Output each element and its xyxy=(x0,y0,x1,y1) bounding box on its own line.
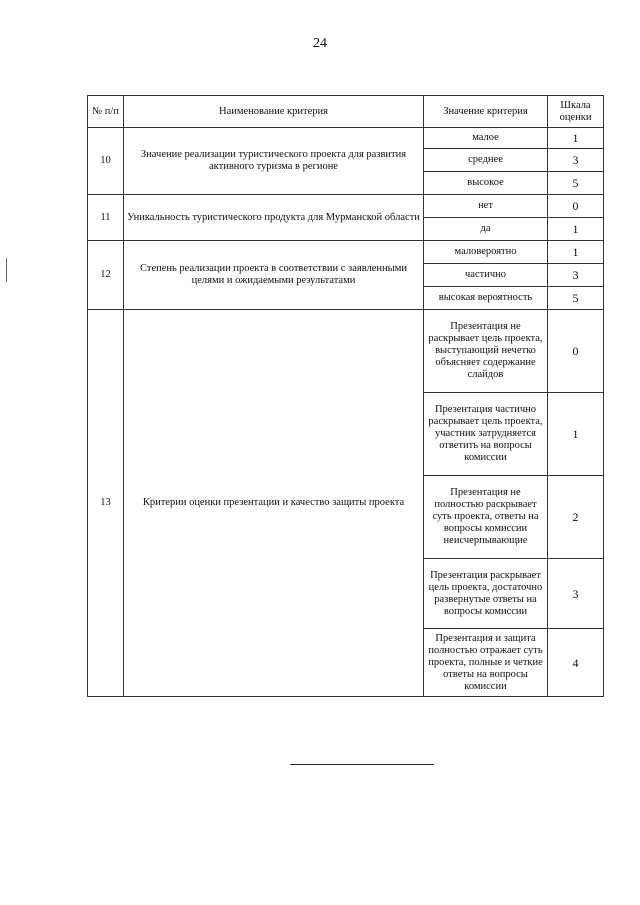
criterion-score: 3 xyxy=(548,149,604,172)
criterion-score: 0 xyxy=(548,195,604,218)
margin-mark xyxy=(6,258,7,282)
criterion-num: 10 xyxy=(88,128,124,195)
table-row xyxy=(88,195,604,218)
criterion-score: 5 xyxy=(548,287,604,310)
table-header-row xyxy=(88,96,604,128)
criterion-num: 13 xyxy=(88,310,124,697)
criterion-score: 1 xyxy=(548,393,604,476)
criterion-score: 3 xyxy=(548,559,604,629)
criterion-score: 2 xyxy=(548,476,604,559)
header-num: № п/п xyxy=(88,96,124,128)
criterion-score: 0 xyxy=(548,310,604,393)
criterion-value: малое xyxy=(424,128,548,149)
header-score: Шкала оценки xyxy=(548,96,604,128)
criterion-num: 11 xyxy=(88,195,124,241)
criterion-value: нет xyxy=(424,195,548,218)
criterion-value: Презентация частично раскрывает цель проекта, участник затрудняется ответить на вопросы комиссии xyxy=(424,393,548,476)
criterion-value: частично xyxy=(424,264,548,287)
criteria-table xyxy=(87,95,604,697)
criterion-score: 3 xyxy=(548,264,604,287)
criterion-value: Презентация не раскрывает цель проекта, выступающий нечетко объясняет содержание слайдов xyxy=(424,310,548,393)
criterion-score: 4 xyxy=(548,629,604,697)
criterion-value: Презентация и защита полностью отражает суть проекта, полные и четкие ответы на вопросы комиссии xyxy=(424,629,548,697)
page-number: 24 xyxy=(313,36,327,51)
criterion-value: высокое xyxy=(424,172,548,195)
criterion-value: среднее xyxy=(424,149,548,172)
criterion-name: Критерии оценки презентации и качество защиты проекта xyxy=(124,310,424,697)
criterion-num: 12 xyxy=(88,241,124,310)
criterion-value: да xyxy=(424,218,548,241)
table-row xyxy=(88,241,604,264)
table-row xyxy=(88,310,604,393)
criterion-value: высокая вероятность xyxy=(424,287,548,310)
criterion-value: Презентация раскрывает цель проекта, достаточно развернутые ответы на вопросы комиссии xyxy=(424,559,548,629)
header-value: Значение критерия xyxy=(424,96,548,128)
criterion-name: Уникальность туристического продукта для Мурманской области xyxy=(124,195,424,241)
criterion-score: 1 xyxy=(548,128,604,149)
criterion-score: 5 xyxy=(548,172,604,195)
criterion-name: Степень реализации проекта в соответствии с заявленными целями и ожидаемыми результатами xyxy=(124,241,424,310)
criterion-value: маловероятно xyxy=(424,241,548,264)
bottom-rule xyxy=(290,764,434,765)
table-row xyxy=(88,128,604,149)
criterion-name: Значение реализации туристического проекта для развития активного туризма в регионе xyxy=(124,128,424,195)
criterion-score: 1 xyxy=(548,218,604,241)
criterion-score: 1 xyxy=(548,241,604,264)
header-name: Наименование критерия xyxy=(124,96,424,128)
criterion-value: Презентация не полностью раскрывает суть проекта, ответы на вопросы комиссии неисчерпывающие xyxy=(424,476,548,559)
